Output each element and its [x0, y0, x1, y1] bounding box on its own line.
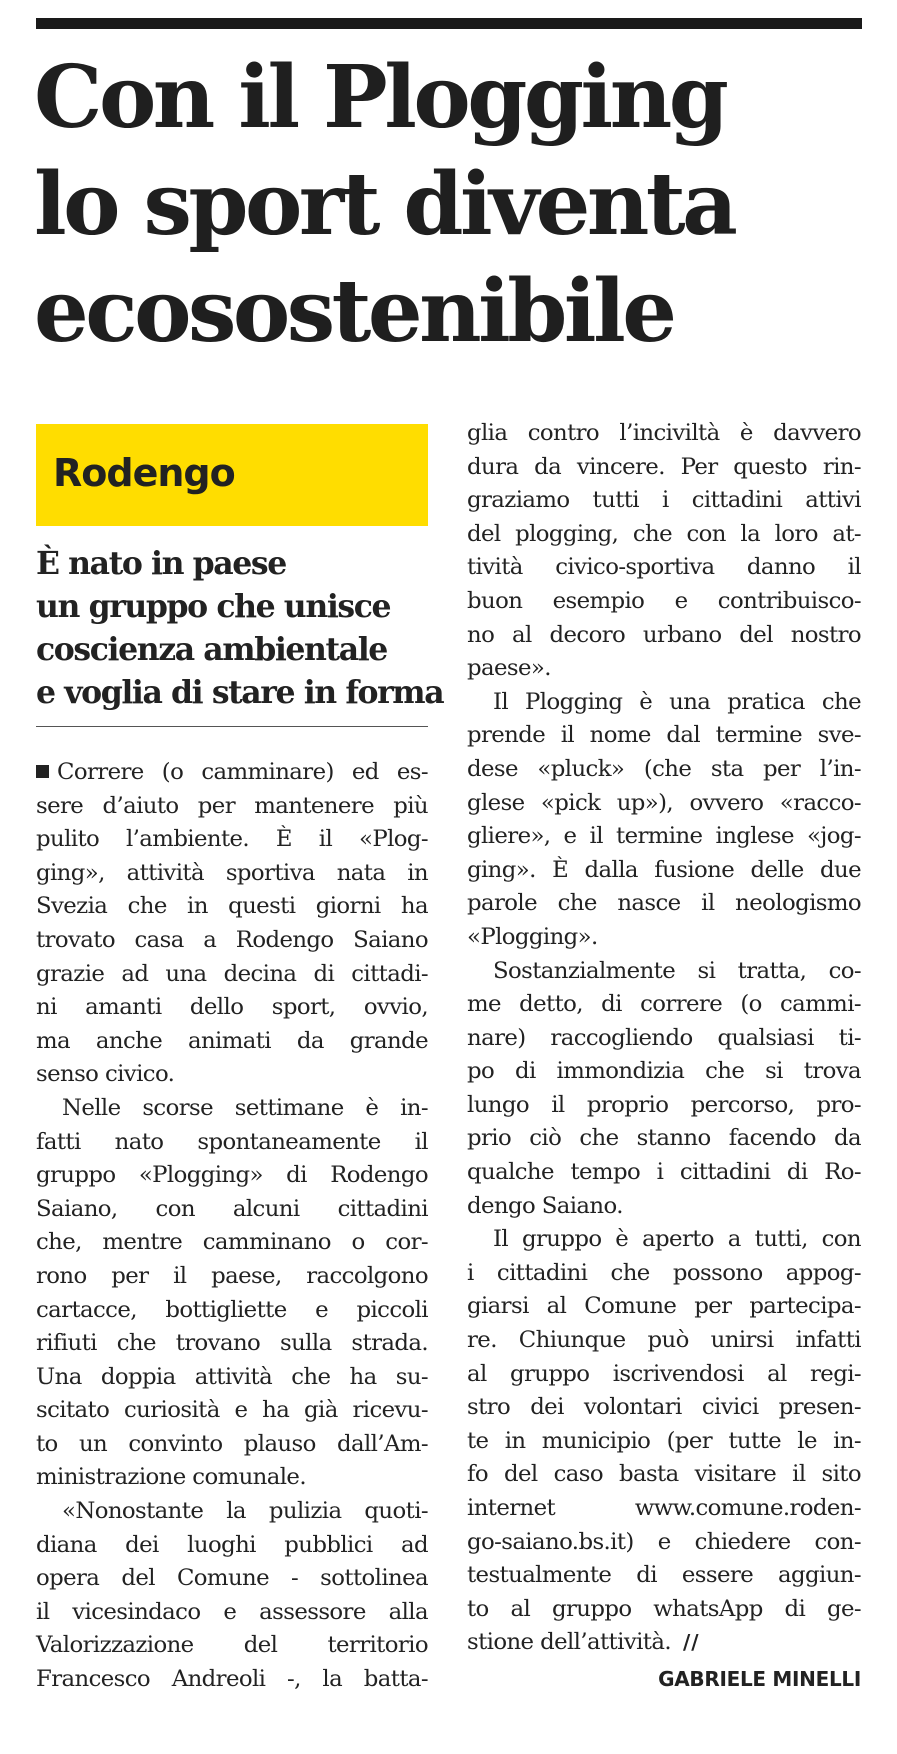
headline-line: lo sport diventa [34, 154, 735, 255]
top-rule [36, 18, 862, 29]
text-line: rono per il paese, raccolgono [36, 1262, 428, 1289]
text-line: Nelle scorse settimane è in- [62, 1094, 428, 1121]
text-line: scitato curiosità e ha già ricevu- [36, 1397, 428, 1424]
text-line: Saiano, con alcuni cittadini [36, 1195, 428, 1222]
kicker-box [36, 424, 428, 526]
subtitle-line: coscienza ambientale [36, 631, 387, 668]
text-line: go-saiano.bs.it) e chiedere con- [467, 1528, 861, 1555]
text-line: buon esempio e contribuisco- [467, 587, 861, 614]
text-line: che, mentre camminano o cor- [36, 1229, 428, 1256]
text-line: Una doppia attività che ha su- [36, 1363, 428, 1390]
text-line: gliere», e il termine inglese «jog- [467, 823, 861, 850]
text-line: ma anche animati da grande [36, 1027, 428, 1054]
end-mark: // [682, 1630, 700, 1655]
text-line: fatti nato spontaneamente il [36, 1128, 428, 1155]
subtitle [36, 542, 444, 714]
text-line: Correre (o camminare) ed es- [36, 756, 428, 790]
author-byline: GABRIELE MINELLI [658, 1667, 861, 1691]
text-line: al gruppo iscrivendosi al regi- [467, 1360, 861, 1387]
text-line: senso civico. [36, 1061, 175, 1088]
text-line: diana dei luoghi pubblici ad [36, 1531, 428, 1558]
text-line: po di immondizia che si trova [467, 1058, 861, 1085]
text-line: tività civico-sportiva danno il [467, 554, 861, 581]
text-line: ging», attività sportiva nata in [36, 859, 428, 886]
text-line: dengo Saiano. [467, 1192, 623, 1219]
text-line: fo del caso basta visitare il sito [467, 1461, 861, 1488]
text-line: grazie ad una decina di cittadi- [36, 960, 428, 987]
subtitle-line: un gruppo che unisce [36, 588, 391, 625]
text-line: dura da vincere. Per questo rin- [467, 453, 861, 480]
text-line: no al decoro urbano del nostro [467, 621, 861, 648]
article-column-left [36, 756, 428, 1697]
text-line: il vicesindaco e assessore alla [36, 1598, 428, 1625]
headline [34, 44, 864, 365]
text-line: trovato casa a Rodengo Saiano [36, 926, 428, 953]
headline-line: ecosostenibile [34, 261, 674, 362]
text-line: gruppo «Plogging» di Rodengo [36, 1162, 428, 1189]
text-line: te in municipio (per tutte le in- [467, 1427, 861, 1454]
text-line: «Plogging». [467, 923, 598, 950]
text-line: me detto, di correre (o cammi- [467, 991, 861, 1018]
text-line: dese «pluck» (che sta per l’in- [467, 755, 861, 782]
bullet-square-icon [36, 765, 49, 778]
text-line: pulito l’ambiente. È il «Plog- [36, 826, 428, 853]
text-line: stro dei volontari civici presen- [467, 1394, 861, 1421]
text-line: glese «pick up»), ovvero «racco- [467, 789, 861, 816]
text-line: glia contro l’inciviltà è davvero [467, 420, 861, 446]
text-line: internet www.comune.roden- [467, 1495, 861, 1521]
subtitle-line: È nato in paese [36, 545, 286, 582]
text-line: Il gruppo è aperto a tutti, con [493, 1226, 861, 1253]
text-line: Valorizzazione del territorio [36, 1632, 428, 1659]
kicker-label: Rodengo [53, 451, 235, 495]
text-line: to al gruppo whatsApp di ge- [467, 1595, 861, 1622]
text-line: i cittadini che possono appog- [467, 1259, 861, 1286]
text-line: Francesco Andreoli -, la batta- [36, 1666, 428, 1693]
subtitle-line: e voglia di stare in forma [36, 674, 444, 711]
text-line: opera del Comune - sottolinea [36, 1565, 428, 1592]
text-line: prende il nome dal termine sve- [467, 722, 861, 749]
text-line: prio ciò che stanno facendo da [467, 1125, 861, 1152]
text-line: to un convinto plauso dall’Am- [36, 1430, 428, 1457]
text-line: Il Plogging è una pratica che [493, 688, 861, 715]
text-line: re. Chiunque può unirsi infatti [467, 1327, 861, 1354]
text-line: qualche tempo i cittadini di Ro- [467, 1159, 861, 1186]
text-line: Sostanzialmente si tratta, co- [493, 957, 861, 984]
text-line: «Nonostante la pulizia quoti- [62, 1498, 428, 1525]
text-line: sere d’aiuto per mantenere più [36, 792, 428, 819]
text-line: rifiuti che trovano sulla strada. [36, 1330, 428, 1357]
text-line: lungo il proprio percorso, pro- [467, 1091, 861, 1118]
text-line: ni amanti dello sport, ovvio, [36, 994, 428, 1021]
text-line-last: stione dell’attività. // [467, 1629, 700, 1656]
text-line: ging». È dalla fusione delle due [467, 856, 861, 883]
text-line: Svezia che in questi giorni ha [36, 893, 428, 920]
text-line: del plogging, che con la loro at- [467, 520, 861, 547]
text-line: testualmente di essere aggiun- [467, 1562, 861, 1589]
text-line: giarsi al Comune per partecipa- [467, 1293, 861, 1320]
subtitle-divider [36, 726, 428, 727]
text-line: ministrazione comunale. [36, 1464, 306, 1491]
text-line: graziamo tutti i cittadini attivi [467, 487, 861, 514]
headline-line: Con il Plogging [34, 47, 726, 148]
text-line: nare) raccogliendo qualsiasi ti- [467, 1024, 861, 1051]
text-line: paese». [467, 655, 551, 682]
text-line: parole che nasce il neologismo [467, 890, 861, 917]
text-line: cartacce, bottigliette e piccoli [36, 1296, 428, 1323]
article-column-right [467, 417, 861, 1660]
